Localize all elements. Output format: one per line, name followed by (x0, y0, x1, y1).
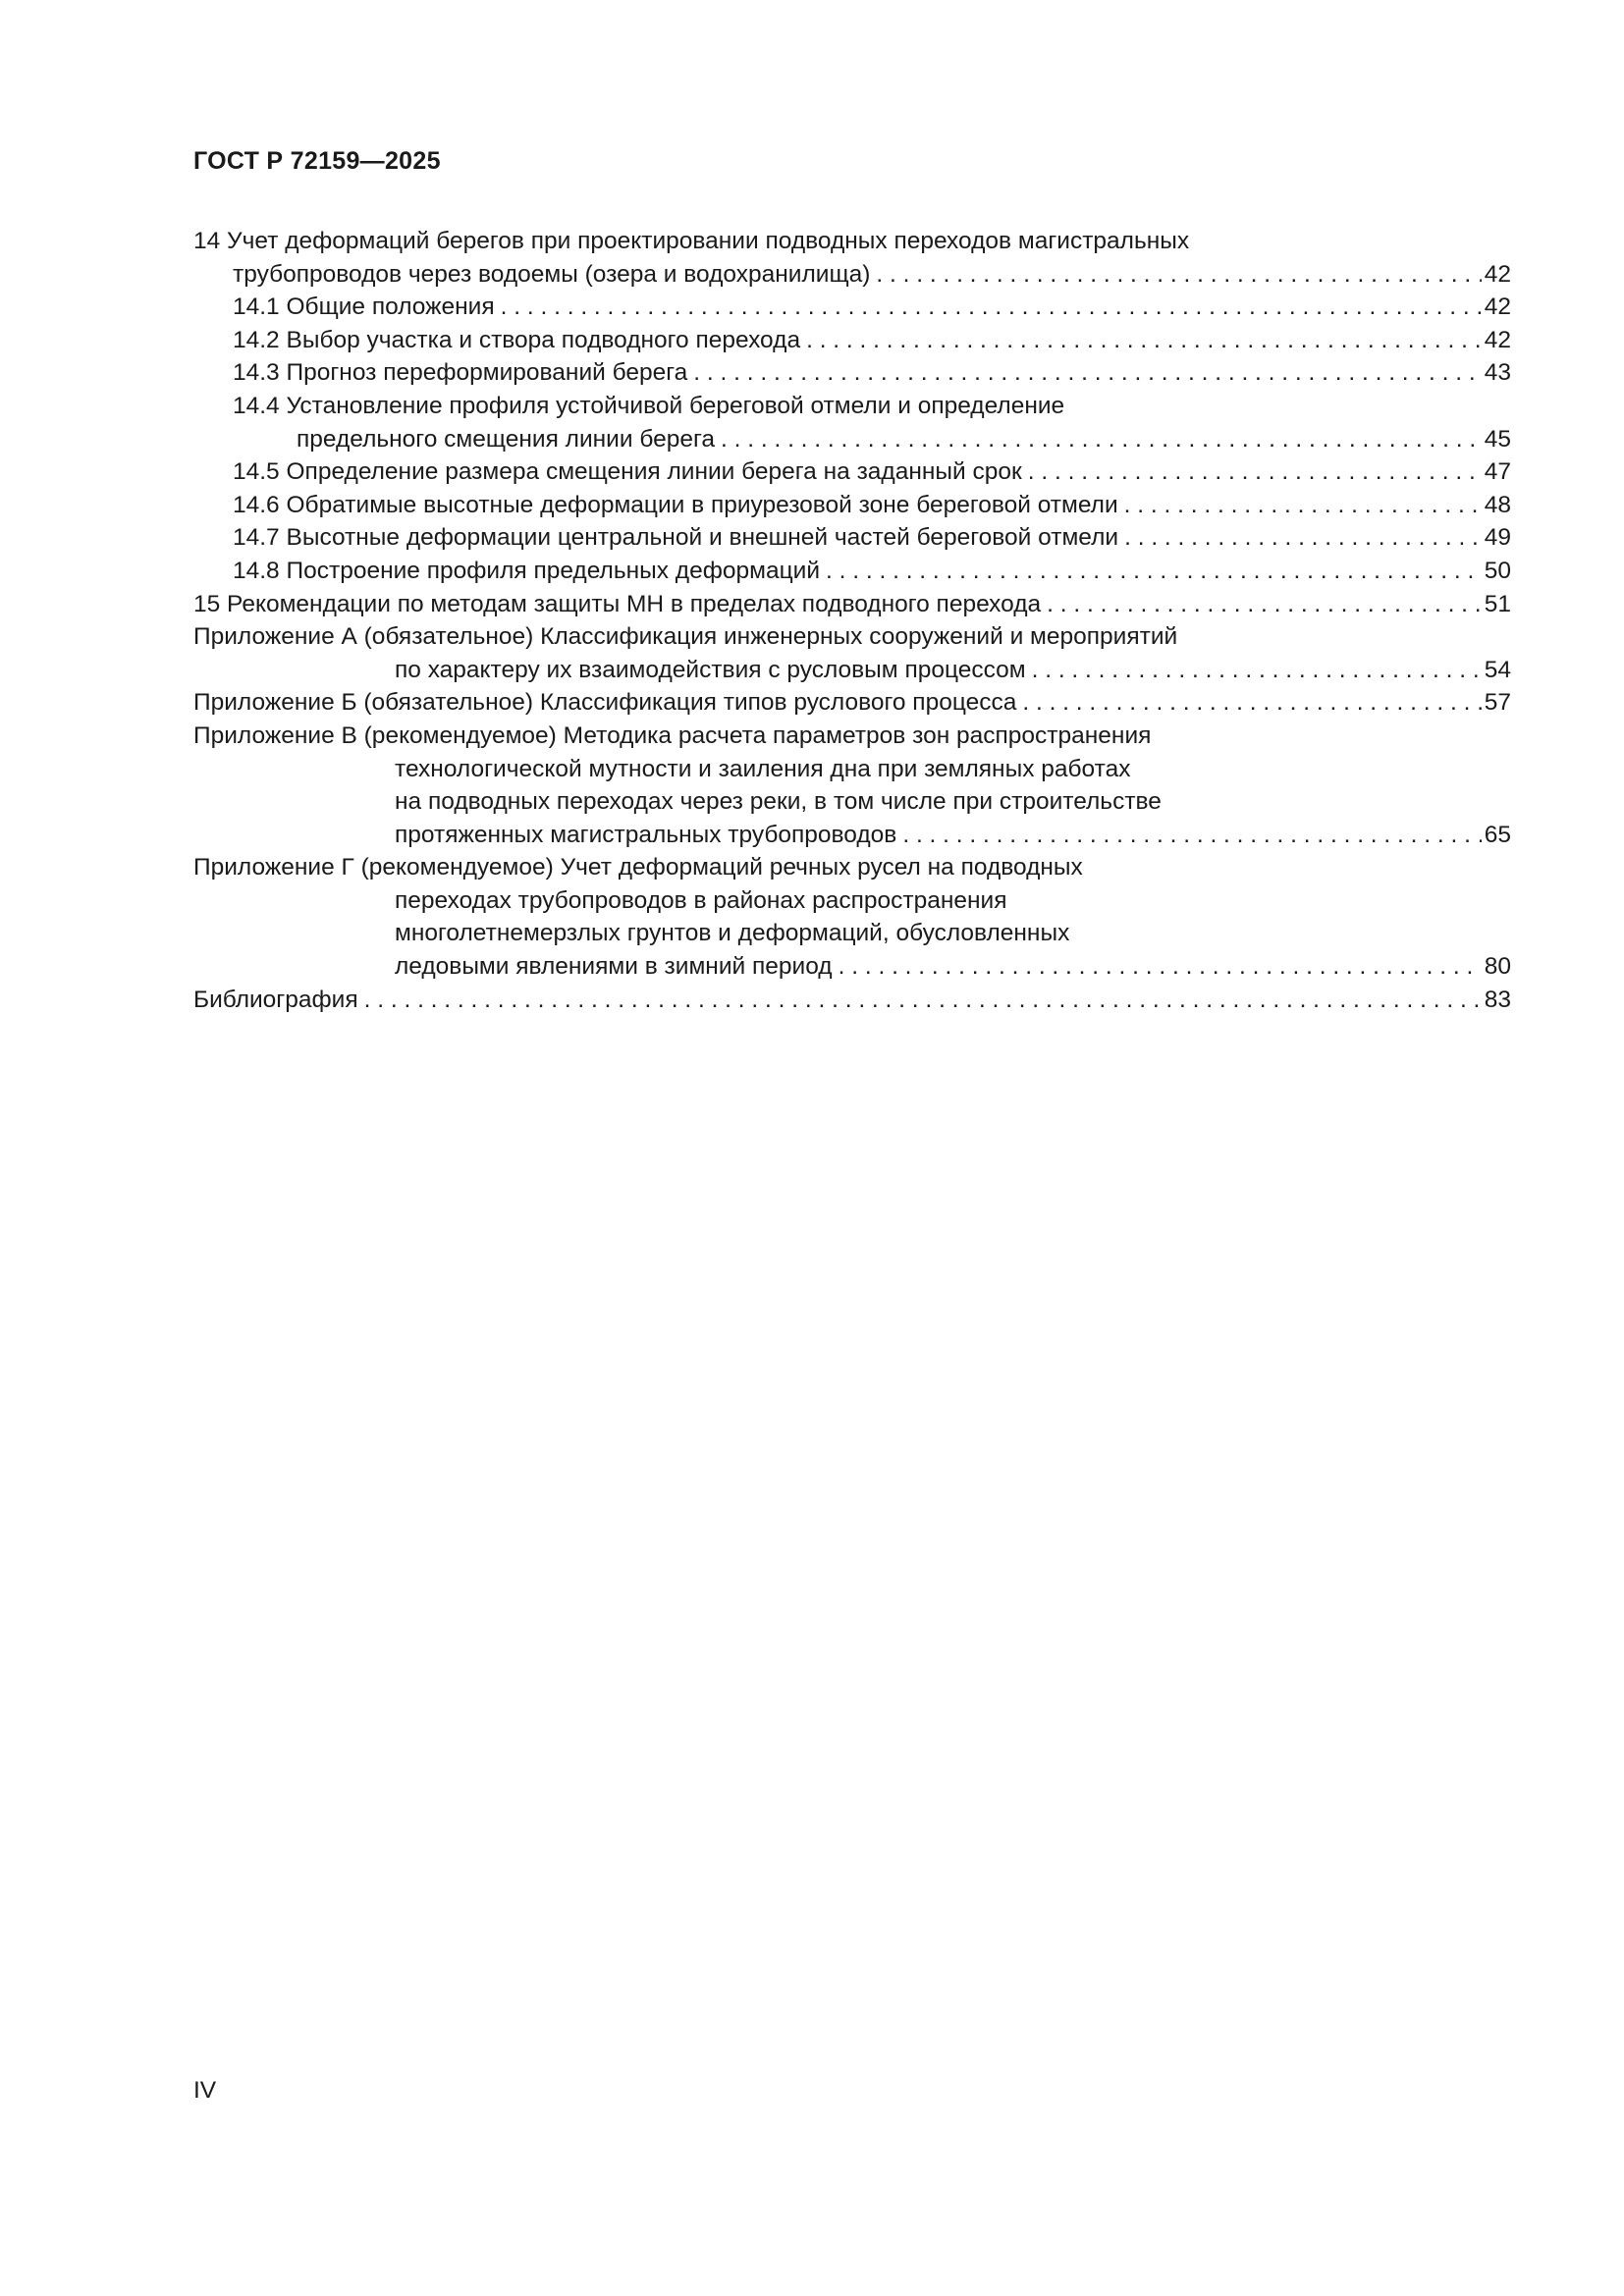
toc-entry-page: 54 (1484, 656, 1511, 683)
toc-entry-page: 42 (1484, 294, 1511, 321)
toc-leader-dots (1124, 521, 1482, 555)
toc-leader-dots (876, 258, 1481, 292)
toc-entry-page: 42 (1484, 260, 1511, 288)
toc-leader-dots (501, 291, 1482, 324)
toc-entry-title: технологической мутности и заиления дна при земляных работах (395, 755, 1131, 782)
toc-entry[interactable] (193, 851, 1511, 884)
toc-leader-dots (1022, 686, 1481, 720)
toc-leader-dots (364, 984, 1482, 1017)
toc-entry[interactable] (193, 819, 1511, 852)
toc-leader-dots (826, 555, 1482, 588)
toc-entry[interactable] (193, 588, 1511, 621)
toc-entry[interactable] (193, 620, 1511, 654)
toc-entry-page: 47 (1484, 458, 1511, 486)
toc-entry[interactable] (193, 950, 1511, 984)
toc-entry-title: 14.5 Определение размера смещения линии берега на заданный срок (233, 458, 1022, 486)
toc-entry-title: по характеру их взаимодействия с русловым процессом (395, 656, 1026, 683)
toc-entry[interactable] (193, 753, 1511, 786)
toc-leader-dots (721, 423, 1482, 456)
toc-entry-title: Приложение Г (рекомендуемое) Учет деформаций речных русел на подводных (193, 854, 1083, 881)
toc-entry[interactable] (193, 555, 1511, 588)
toc-entry-title: переходах трубопроводов в районах распространения (395, 886, 1007, 914)
toc-entry-title: 15 Рекомендации по методам защиты МН в пределах подводного перехода (193, 590, 1042, 617)
toc-entry-title: Приложение Б (обязательное) Классификация типов руслового процесса (193, 689, 1017, 717)
toc-entry[interactable] (193, 720, 1511, 753)
toc-entry[interactable] (193, 686, 1511, 720)
toc-leader-dots (902, 819, 1481, 852)
toc-entry-page: 49 (1484, 524, 1511, 552)
toc-entry[interactable] (193, 390, 1511, 423)
toc-entry-page: 42 (1484, 326, 1511, 353)
toc-entry-page: 43 (1484, 359, 1511, 387)
toc-entry[interactable] (193, 884, 1511, 918)
toc-entry-page: 80 (1484, 953, 1511, 981)
toc-entry[interactable] (193, 521, 1511, 555)
toc-entry-title: 14 Учет деформаций берегов при проектировании подводных переходов магистральных (193, 228, 1190, 254)
toc-entry-title: 14.4 Установление профиля устойчивой береговой отмели и определение (233, 392, 1065, 419)
toc-entry[interactable] (193, 258, 1511, 292)
toc-entry-title: 14.8 Построение профиля предельных деформаций (233, 557, 821, 584)
toc-entry-title: Библиография (193, 986, 358, 1013)
toc-entry-title: многолетнемерзлых грунтов и деформаций, обусловленных (395, 920, 1070, 947)
toc-entry[interactable] (193, 225, 1511, 258)
toc-entry[interactable] (193, 785, 1511, 819)
toc-entry-title: Приложение В (рекомендуемое) Методика расчета параметров зон распространения (193, 721, 1152, 749)
toc-entry-title: ледовыми явлениями в зимний период (395, 953, 833, 981)
toc-entry-page: 50 (1484, 557, 1511, 584)
toc-entry[interactable] (193, 455, 1511, 489)
toc-entry-page: 48 (1484, 491, 1511, 518)
toc-entry[interactable] (193, 291, 1511, 324)
page-number: IV (193, 2077, 217, 2104)
table-of-contents (193, 225, 1511, 1016)
toc-entry-title: 14.3 Прогноз переформирований берега (233, 359, 688, 387)
toc-entry-page: 51 (1484, 590, 1511, 617)
toc-entry-page: 83 (1484, 986, 1511, 1013)
toc-entry-page: 57 (1484, 689, 1511, 717)
toc-leader-dots (1124, 489, 1482, 522)
toc-entry[interactable] (193, 917, 1511, 950)
toc-entry-page: 45 (1484, 425, 1511, 453)
toc-entry-title: 14.7 Высотные деформации центральной и внешней частей береговой отмели (233, 524, 1119, 552)
toc-leader-dots (1032, 654, 1482, 687)
toc-entry[interactable] (193, 423, 1511, 456)
toc-leader-dots (1047, 588, 1482, 621)
toc-entry-title: трубопроводов через водоемы (озера и водохранилища) (233, 260, 871, 288)
toc-leader-dots (1028, 455, 1482, 489)
toc-entry-page: 65 (1484, 821, 1511, 848)
toc-entry-title: 14.6 Обратимые высотные деформации в приурезовой зоне береговой отмели (233, 491, 1118, 518)
toc-entry-title: Приложение А (обязательное) Классификация инженерных сооружений и мероприятий (193, 623, 1178, 651)
toc-leader-dots (693, 356, 1481, 390)
toc-entry[interactable] (193, 356, 1511, 390)
toc-entry[interactable] (193, 489, 1511, 522)
toc-entry-title: протяженных магистральных трубопроводов (395, 821, 897, 848)
toc-entry[interactable] (193, 324, 1511, 357)
toc-entry-title: 14.2 Выбор участка и створа подводного перехода (233, 326, 801, 353)
toc-entry-title: на подводных переходах через реки, в том числе при строительстве (395, 788, 1162, 816)
document-id-header: ГОСТ Р 72159—2025 (193, 147, 441, 175)
toc-leader-dots (839, 950, 1482, 984)
toc-entry[interactable] (193, 984, 1511, 1017)
toc-entry-title: предельного смещения линии берега (297, 425, 715, 453)
toc-entry-title: 14.1 Общие положения (233, 294, 495, 321)
toc-entry[interactable] (193, 654, 1511, 687)
toc-leader-dots (806, 324, 1482, 357)
